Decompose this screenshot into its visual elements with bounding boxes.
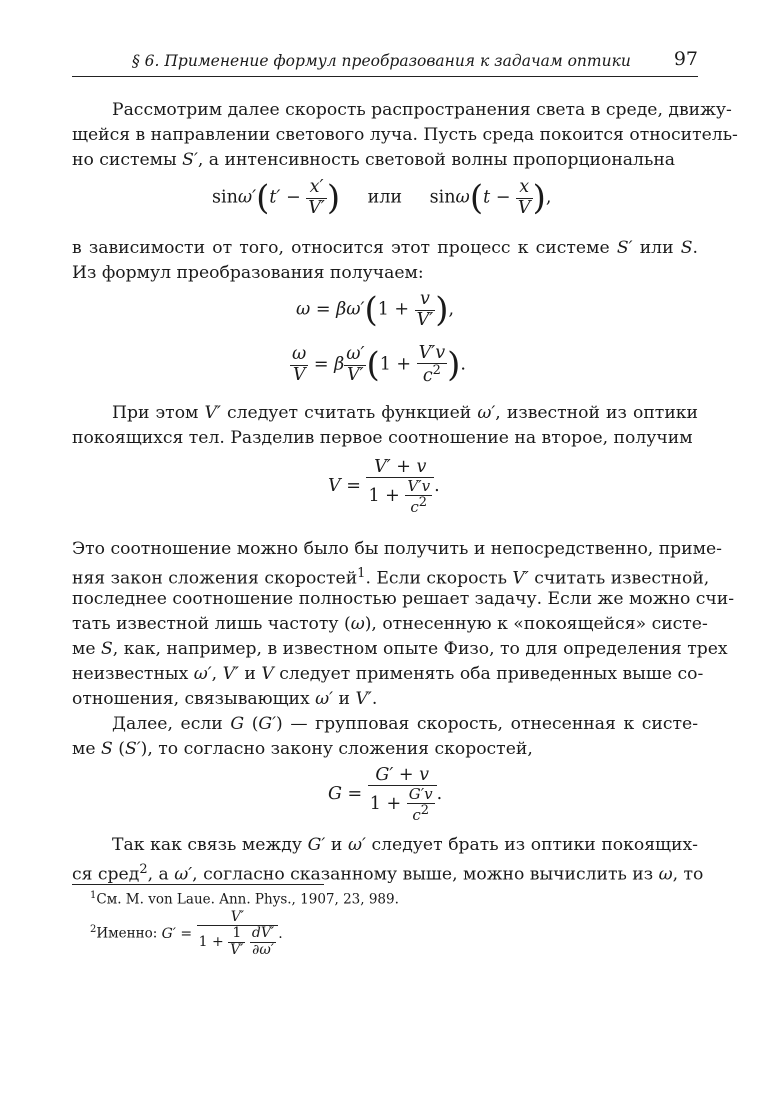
equation-omega: ω = βω′(1 + $\frac{v}{V'}$ ),: [296, 289, 455, 330]
equation-velocity-addition: V = V′ + v 1 + $\frac{V'v}{c^2}$ .: [328, 457, 440, 516]
running-header: [72, 48, 698, 77]
footnote-1: $^1$См. M. von Laue. Ann. Phys., 1907, 23, 989.: [90, 890, 399, 908]
footnote-2: $^2$Именно: G′ = V′ 1 + $\frac{1}{V'}$ $\frac{dV'}{\partial\omega'}$ .: [90, 909, 283, 958]
text-line: Из формул преобразования получаем:: [72, 263, 424, 283]
equation-omega-over-v: $\frac{\omega}{V}$ = β $\frac{\omega'}{V'}$ (1 + $\frac{V'v}{c^2}$ ).: [292, 343, 466, 387]
text-line: покоящихся тел. Разделив первое соотношение на второе, получим: [72, 428, 693, 448]
text-line: Рассмотрим далее скорость распространения света в среде, движу-: [112, 100, 732, 120]
or-word: или: [367, 187, 403, 208]
text-line: в зависимости от того, относится этот процесс к системе S′ или S.: [72, 238, 698, 258]
page-number: 97: [673, 48, 698, 70]
text-line: ме S, как, например, в известном опыте Физо, то для определения трех: [72, 639, 728, 659]
equation-footnote-g-prime: G′ = V′ 1 + $\frac{1}{V'}$ $\frac{dV'}{\partial\omega'}$ .: [161, 909, 283, 958]
text-line: ме S (S′), то согласно закону сложения скоростей,: [72, 739, 533, 759]
text-line: но системы S′, а интенсивность световой волны пропорциональна: [72, 150, 676, 170]
text-line: Это соотношение можно было бы получить и непосредственно, приме-: [72, 539, 722, 559]
text-line: При этом V′ следует считать функцией ω′, известной из оптики: [112, 403, 698, 423]
text-line: Так как связь между G′ и ω′ следует брать из оптики покоящих-: [112, 835, 698, 855]
equation-group-velocity: G = G′ + v 1 + $\frac{G'v}{c^2}$ .: [328, 765, 443, 824]
text-line: тать известной лишь частоту (ω), отнесенную к «покоящейся» систе-: [72, 614, 708, 634]
text-line: отношения, связывающих ω′ и V′.: [72, 689, 378, 709]
footnote-rule: [72, 884, 324, 885]
text-line: няя закон сложения скоростей$^1$. Если скорость V′ считать известной,: [72, 566, 710, 589]
equation-wave-phase: sinω′(t′ − $\frac{x'}{V'}$ ) или sinω(t − $\frac{x}{V}$ ),: [212, 177, 552, 218]
text-line: Далее, если G (G′) — групповая скорость, отнесенная к систе-: [112, 714, 699, 734]
text-line: неизвестных ω′, V′ и V следует применять оба приведенных выше со-: [72, 664, 704, 684]
text-line: последнее соотношение полностью решает задачу. Если же можно счи-: [72, 589, 735, 609]
text-line: ся сред$^2$, а ω′, согласно сказанному выше, можно вычислить из ω, то: [72, 862, 704, 885]
running-title: § 6. Применение формул преобразования к задачам оптики: [132, 52, 631, 70]
text-line: щейся в направлении светового луча. Пусть среда покоится относитель-: [72, 125, 738, 145]
